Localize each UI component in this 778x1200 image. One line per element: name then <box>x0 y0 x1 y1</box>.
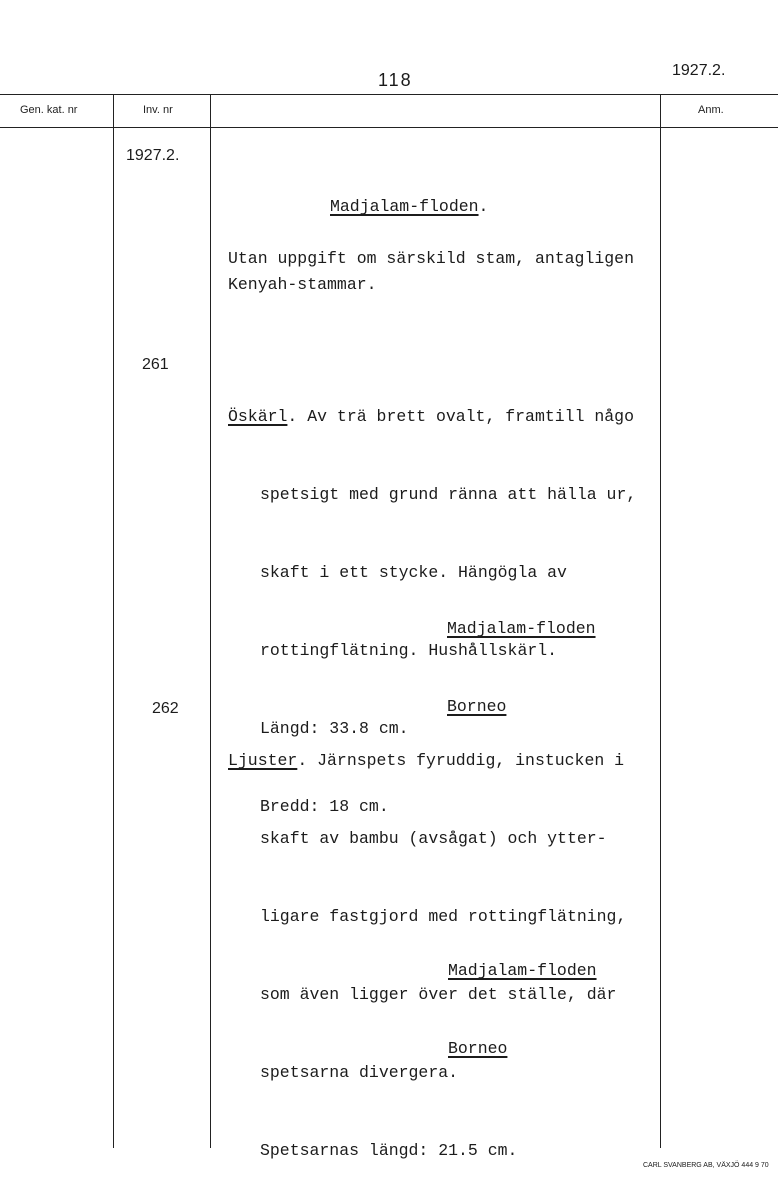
page-number: 118 <box>378 70 413 90</box>
header-bottom-rule <box>0 127 778 128</box>
entry-description: Öskärl. Av trä brett ovalt, framtill någo spetsigt med grund ränna att hälla ur, skaft i ett stycke. Hängögla av rottingflätning. Hushållskärl. Längd: 33.8 cm. Bredd: 18 cm. <box>228 407 637 816</box>
entry-description: Ljuster. Järnspets fyruddig, instucken i skaft av bambu (avsågat) och ytter- ligare fastgjord med rottingflätning, som även ligger över det ställe, där spetsarna divergera. Spetsarnas längd: 21.5 cm. <box>228 751 627 1160</box>
column-divider-inv <box>113 94 114 1148</box>
section-intro: Utan uppgift om särskild stam, antagligen Kenyah-stammar. <box>228 249 634 294</box>
entry-location: Madjalam-floden Borneo <box>448 961 597 1058</box>
entry-location: Madjalam-floden Borneo <box>447 619 596 716</box>
year-reference: 1927.2. <box>672 62 726 79</box>
column-header-gen-kat-nr: Gen. kat. nr <box>20 104 78 116</box>
inventory-number: 262 <box>152 700 179 717</box>
column-header-inv-nr: Inv. nr <box>143 104 173 116</box>
inventory-number: 261 <box>142 356 169 373</box>
header-top-rule <box>0 94 778 95</box>
column-divider-anm <box>660 94 661 1148</box>
column-header-anm: Anm. <box>698 104 724 116</box>
collection-number: 1927.2. <box>126 147 180 164</box>
column-divider-desc <box>210 94 211 1148</box>
section-heading: Madjalam-floden. <box>330 197 489 216</box>
printer-imprint: CARL SVANBERG AB, VÄXJÖ 444 9 70 <box>643 1162 769 1169</box>
